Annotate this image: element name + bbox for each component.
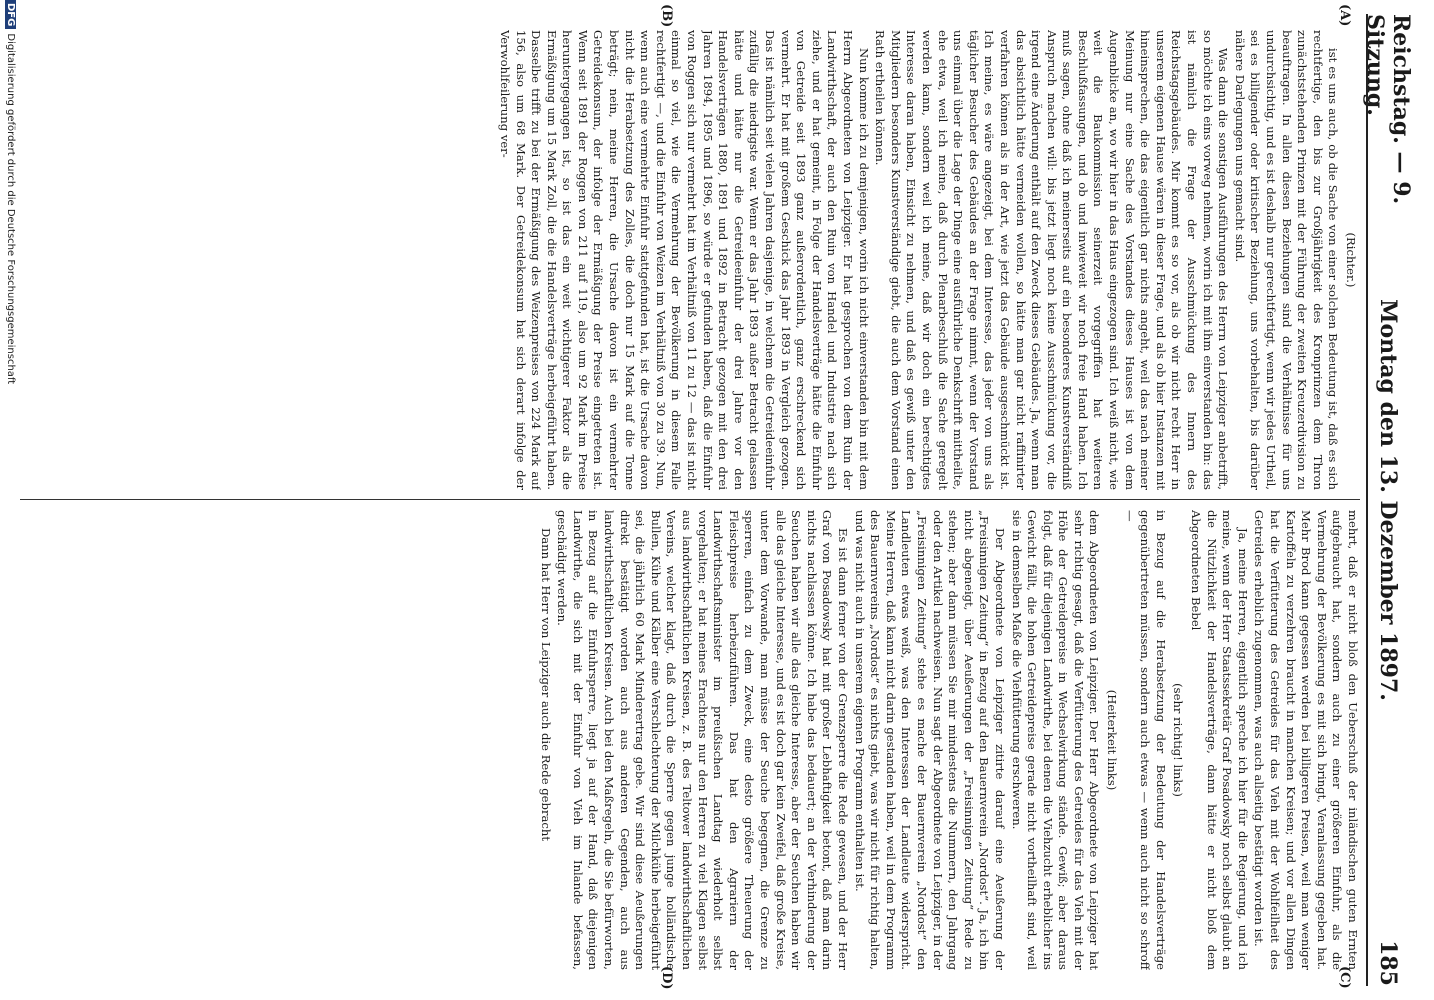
page-number: 185: [1375, 940, 1401, 986]
margin-marker-a: (A): [1337, 4, 1352, 27]
paragraph: Es ist dann ferner von der Grenzsperre die Rede gewesen, und der Herr Graf von Posadowsky hat mit großer Lebhaftigkeit betont, daß man darin nichts nachlassen könne. Ich habe das bedauert; an der Verhinderung der Seuchen haben wir alle das gleiche Interesse, aber der Seuchen haben wir alle das gleiche Interesse, und es ist doch gar kein Zweifel, daß große Kreise, unter dem Vorwande, man müsse der Seuche begegnen, die Grenze zu sperren, einfach zu dem Zweck, eine desto größere Theuerung der Fleischpreise herbeizuführen. Das hat den Agrariern der Landwirthschaftsminister im preußischen Landtag wiederholt selbst vorgehalten; er hat meines Erachtens nur den Herren zu viel Klagen selbst aus landwirthschaftlichen Kreisen, z. B. des Teltower landwirthschaftlichen Vereins, welcher klagt, daß durch die Sperre gegen junge holländische Bullen, Kühe und Kälber eine Verschlechterung der Milchkühe herbeigeführt sei, die jährlich 60 Mark Minderertrag gebe. Wir sind diese Aeußerungen direkt bestätigt worden auch aus anderen Gegenden, auch aus landwirthschaftlichen Kreisen. Auch bei den Maßregeln, die Sie befürworten, in Bezug auf die Einfuhrsperre, liegt ja auf der Hand, daß diejenigen Landwirthe, die sich mit der Einfuhr von Vieh im Inlande befassen, geschädigt werden.: [555, 510, 850, 970]
paragraph: Der Abgeordnete von Leipziger zitirte darauf eine Aeußerung der „Freisinnigen Zeitung“ in Bezug auf den Bauernverein „Nordost“. Ja, ich bin nicht abgeneigt, über Aeußerungen der „Freisinnigen Zeitung“ Rede zu stehen; aber dann müssen Sie mir mindestens die Nummern, den Jahrgang oder den Artikel nachweisen. Nun sagt der Abgeordnete von Leipziger, in der „Freisinnigen Zeitung“ stehe es mache der Bauernverein „Nordost“ den Landleuten etwas weiß, was den Interessen der Landleute widerspricht. Meine Herren, daß kann nicht darin gestanden haben, weil in dem Programm des Bauernvereins „Nordost“ es nichts giebt, was wir nicht für richtig halten, und was nicht auch in unserem eigenen Programm enthalten ist.: [852, 510, 1007, 970]
credit-text: Digitalisierung gefördert durch die Deutsche Forschungsgemeinschaft: [5, 33, 16, 385]
dfg-logo: DFG: [5, 0, 16, 29]
digitization-credit: [5, 0, 16, 1000]
right-text-column: [20, 510, 1360, 970]
margin-marker-c: (C): [1337, 966, 1352, 989]
header-date: Montag den 13. Dezember 1897.: [1375, 299, 1401, 701]
paragraph: Was dann die sonstigen Ausführungen des Herrn von Leipziger anbetrifft, so möchte ich eins vorweg nehmen, worin ich mit ihm einverstanden bin: das ist nämlich die Frage der Ausschmückung des Innern des Reichstagsgebäudes. Mir kommt es so vor, als ob wir nicht recht Herr in unserem eigenen Hause wären in dieser Frage, und als ob hier Instanzen mit hineinsprechen, die das eigentlich gar nichts angeht, weil das nach meiner Meinung nur eine Sache des Vorstandes dieses Hauses ist von dem Augenblicke an, wo wir hier in das Haus eingezogen sind. Ich weiß nicht, wie weit die Baukommission seinerzeit vorgegriffen hat weiteren Beschlußfassungen, und ob und inwieweit wir noch freie Hand haben. Ich muß sagen, ohne daß ich meinerseits auf ein besonderes Kunstverständniß Anspruch machen will: bis jetzt liegt noch keine Ausschmückung vor, die irgend eine Änderung enthält auf den Zweck dieses Gebäudes. Ja, wenn man das absichtlich hätte vermeiden wollen, so hätte man gar nicht raffinirter verfahren können als in der Art, wie jetzt das Gebäude ausgeschmückt ist. Ich meine, es wäre angezeigt, bei dem Interesse, das jeder von uns als täglicher Besucher des Gebäudes an der Frage nimmt, wenn der Vorstand uns einmal über die Lage der Dinge eine ausführliche Denkschrift mittheilte, ehe etwa, weil ich meine, daß durch Plenarbeschluß die Sache geregelt werden kann, sondern weil ich meine, daß wir doch ein berechtigtes Interesse daran haben, Einsicht zu nehmen, und daß es gewiß unter den Mitgliedern besonders Kunstverständige giebt, die auch dem Vorstand einen Rath ertheilen können.: [873, 30, 1231, 490]
interjection: (Heiterkeit links): [1105, 689, 1120, 791]
paragraph: mehrt, daß er nicht bloß den Ueberschuß der inländischen guten Ernten aufgebraucht hat, sondern auch zu einer größeren Einfuhr, als die Vermehrung der Bevölkerung es mit sich bringt, Veranlassung gegeben hat. Mehr Brod kann gegessen werden bei billigeren Preisen, weil man weniger Kartoffeln zu verzehren braucht in manchen Kreisen; und vor allen Dingen hat die Verfütterung des Getreides für das Vieh mit der Wohlfeilheit des Getreides erheblich zugenommen, was auch allseitig bestätigt worden ist.: [1252, 510, 1360, 970]
interjection: (sehr richtig! links): [1171, 683, 1186, 797]
page-header: [1362, 14, 1414, 986]
paragraph: Nun komme ich zu demjenigen, worin ich nicht einverstanden bin mit dem Herrn Abgeordneten von Leipziger. Er hat gesprochen von dem Ruin der Landwirthschaft, der auch den Ruin von Handel und Industrie nach sich ziehe, und er hat gemeint, in Folge der Handelsverträge hätte die Einfuhr von Getreide seit 1893 ganz außerordentlich, ganz erschreckend sich vermehrt. Er hat mit großem Geschick das Jahr 1893 in Vergleich gezogen. Das ist nämlich seit vielen Jahren dasjenige, in welchem die Getreideeinfuhr zufällig die niedrigste war. Wenn er das Jahr 1893 außer Betracht gelassen hätte und hätte nur die Getreideeinfuhr der drei Jahre vor den Handelsverträgen 1880, 1891 und 1892 in Betracht gezogen mit den drei Jahren 1894, 1895 und 1896, so würde er gefunden haben, daß die Einfuhr von Roggen sich nur vermehrt hat im Verhältniß von 11 zu 12 — das ist nicht einmal so viel, wie die Vermehrung der Bevölkerung in diesem Falle rechtfertigt —, und die Einfuhr von Weizen im Verhältniß von 30 zu 39. Nun, wenn auch eine vermehrte Einfuhr stattgefunden hat, ist die Ursache davon nicht die Herabsetzung des Zolles, die doch nur 15 Mark auf die Tonne beträgt; nein, meine Herren, die Ursache davon ist ein vermehrter Getreidekonsum, der infolge der Ermäßigung der Preise eingetreten ist. Wenn seit 1891 der Roggen von 211 auf 119, also um 92 Mark im Preise heruntergegangen ist, so ist das ein weit wichtigerer Faktor als die Ermäßigung um 15 Mark Zoll, die die Handelsverträge herbeigeführt haben. Dasselbe trifft zu bei der Ermäßigung des Weizenpreises von 224 Mark auf 156, also um 68 Mark. Der Getreidekonsum hat sich derart infolge der Verwohlfeilerung ver-: [497, 30, 871, 490]
paragraph: in Bezug auf die Herabsetzung der Bedeutung der Handelsverträge gegenübertreten müssen, sondern auch etwas — wenn auch nicht so schroff —: [1122, 510, 1168, 970]
left-text-column: [20, 30, 1360, 490]
header-rule: [1366, 14, 1368, 986]
margin-marker-b: (B): [659, 4, 674, 28]
paragraph: Dann hat Herr von Leipziger auch die Rede gebracht: [538, 528, 553, 842]
paragraph: Ja, meine Herren, eigentlich spreche ich hier für die Regierung, und ich meine, wenn der Herr Staatssekretär Graf Posadowsky noch selbst glaubt an die Nützlichkeit der Handelsverträge, dann hätte er nicht bloß dem Abgeordneten Bebel: [1189, 510, 1250, 970]
speaker-name: (Richter.): [1344, 232, 1358, 288]
paragraph: ist es uns auch, ob die Sache von einer solchen Bedeutung ist, daß es sich rechtfertige, den bis zur Großjährigkeit des Kronprinzen dem Thron zunächststehenden Prinzen mit der Führung der zweiten Kreuzerdivision zu beauftragen. In allen diesen Beziehungen sind die Verhältnisse für uns undurchsichtig, und es ist deshalb nur gerechtfertigt, wenn wir jedes Urtheil, sei es billigender oder kritischer Beziehung, uns vorbehalten, bis darüber nähere Darlegungen uns gemacht sind.: [1232, 30, 1341, 490]
header-left-title: Reichstag. — 9. Sitzung.: [1362, 14, 1414, 205]
margin-marker-d: (D): [659, 966, 674, 990]
paragraph: dem Abgeordneten von Leipziger. Der Herr Abgeordnete von Leipziger hat sehr richtig gesagt, daß die Verfütterung des Getreides für das Vieh mit der Höhe der Getreidepreise in Wechselwirkung stände. Gewiß; aber daraus folgt, daß für diejenigen Landwirthe, bei denen die Viehzucht erheblicher ins Gewicht fällt, die hohen Getreidepreise gerade nicht vortheilhaft sind, weil sie in demselben Maße die Viehfütterung erschweren.: [1009, 510, 1102, 970]
column-divider: [20, 499, 1360, 500]
